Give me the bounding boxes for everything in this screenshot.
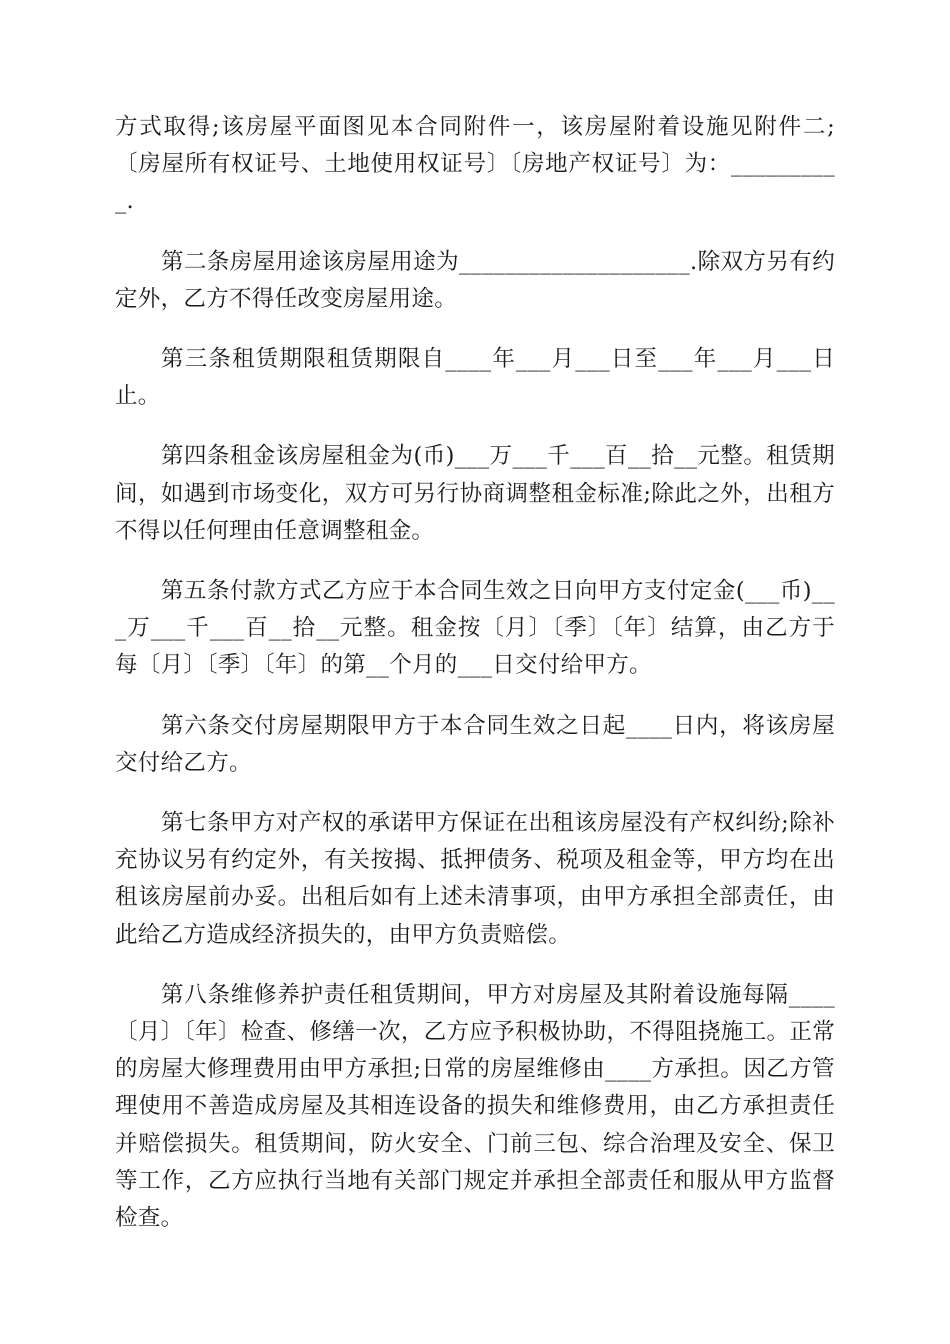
- paragraph-article-4-rent: 第四条租金该房屋租金为(币)___万___千___百__拾__元整。租赁期间，如遇到市场变化，双方可另行协商调整租金标准;除此之外，出租方不得以任何理由任意调整租金。: [115, 443, 835, 544]
- contract-body: [115, 109, 835, 1260]
- paragraph-article-7-title-commitment: 第七条甲方对产权的承诺甲方保证在出租该房屋没有产权纠纷;除补充协议另有约定外，有关按揭、抵押债务、税项及租金等，甲方均在出租该房屋前办妥。出租后如有上述未清事项，由甲方承担全部责任，由此给乙方造成经济损失的，由甲方负责赔偿。: [115, 810, 835, 948]
- paragraph-article-5-payment: 第五条付款方式乙方应于本合同生效之日向甲方支付定金(___币)___万___千___百__拾__元整。租金按〔月〕〔季〕〔年〕结算，由乙方于每〔月〕〔季〕〔年〕的第__个月的___日交付给甲方。: [115, 578, 835, 679]
- paragraph-article-6-delivery: 第六条交付房屋期限甲方于本合同生效之日起____日内，将该房屋交付给乙方。: [115, 712, 835, 776]
- paragraph-property-certificate: 方式取得;该房屋平面图见本合同附件一，该房屋附着设施见附件二;〔房屋所有权证号、土地使用权证号〕〔房地产权证号〕为：__________.: [115, 114, 835, 215]
- paragraph-article-2-purpose: 第二条房屋用途该房屋用途为____________________.除双方另有约定外，乙方不得任改变房屋用途。: [115, 248, 835, 312]
- paragraph-article-3-term: 第三条租赁期限租赁期限自____年___月___日至___年___月___日止。: [115, 346, 835, 410]
- paragraph-article-8-maintenance: 第八条维修养护责任租赁期间，甲方对房屋及其附着设施每隔____〔月〕〔年〕检查、修缮一次，乙方应予积极协助，不得阻挠施工。正常的房屋大修理费用由甲方承担;日常的房屋维修由____方承担。因乙方管理使用不善造成房屋及其相连设备的损失和维修费用，由乙方承担责任并赔偿损失。租赁期间，防火安全、门前三包、综合治理及安全、保卫等工作，乙方应执行当地有关部门规定并承担全部责任和服从甲方监督检查。: [115, 981, 835, 1232]
